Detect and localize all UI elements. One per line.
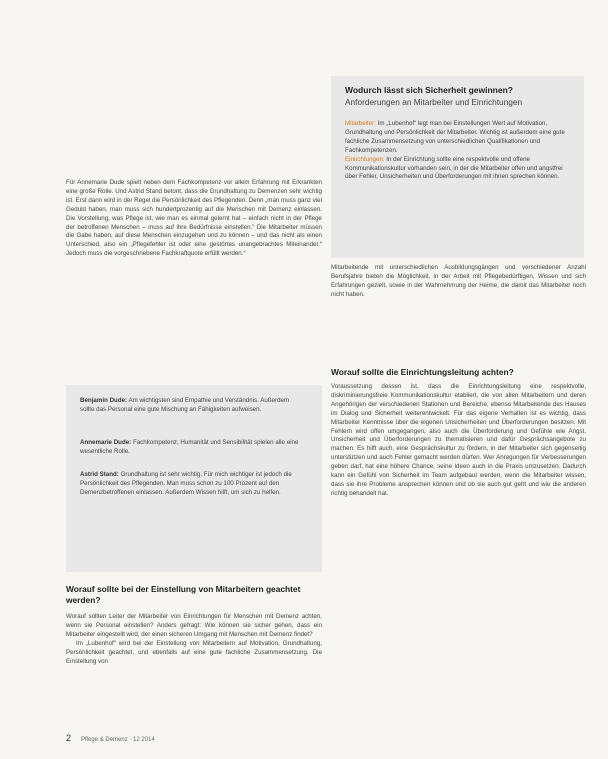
section-text-leadership: Voraussetzung dessen ist, dass die Einrichtungsleitung eine respektvolle, diskriminierungsfreie Kommunikationskultur etabliert, die von allen Mitarbeitern und deren Angehörigen der verschiedenen Stationen und Bereiche, ebenso Mitarbeitende des Hauses im Dialog und Sicherheit weiterentwickelt. Für das eigene Verhalten ist es wichtig, dass Mitarbeiter Kenntnisse über die eigenen Unsicherheiten und Überforderungen besitzen. Mit Fehlern wird offen umgegangen, also auch die Überforderung und Gefühle wie Angst, Unsicherheit und Überforderungen zu thematisieren und dafür Gesprächsangebote zu machen. Es hilft auch, eine Gesprächskultur zu fördern, in der Mitarbeiter sich gegenseitig unterstützen und auch Fehler gemacht werden dürfen. Wer Anregungen für Verbesserungen geben darf, hat eine höhere Chance, seine Ideen auch in die Praxis umzusetzen. Dadurch kann ein Gefühl von Sicherheit im Team aufgebaut werden, wenn die Mitarbeiter wissen, dass sie ihre Probleme ansprechen können und ob sie auch gut geht und wie die anderen richtig behandelt hat.	[331, 383, 586, 497]
staff-text: Im „Lubenhof“ legt man bei Einstellungen Wert auf Motivation, Grundhaltung und Persönlichkeit der Mitarbeiter. Wichtig ist außerdem eine gute fachliche Zusammensetzung von unterschiedlichen Qualifikationen und Fachkompetenzen.	[345, 120, 565, 154]
page-number: 2	[66, 733, 72, 743]
quote-text: Grundhaltung ist sehr wichtig. Für mich wichtiger ist jedoch die Persönlichkeit des Pflegenden. Man muss schon zu 100 Prozent auf den Demenzbetroffenen einlassen. Außerdem Wissen hilft, um sich zu helfen.	[80, 471, 292, 496]
left-column-intro-text: Für Annemarie Dude spielt neben dem Fachkompetenz vor allem Erfahrung mit Erkrankten eine große Rolle. Und Astrid Stand betont, dass die Grundhaltung zu Demenzen sehr wichtig ist. Erst dann wird in der Regel die Persönlichkeit des Pflegenden. Denn „man muss ganz viel Geduld haben, man muss sich hundertprozentig auf die Menschen mit Demenz einlassen. Die Vorstellung, was Pflege ist, wie man es einmal gelernt hat – einfach nicht in der Pflege der betroffenen Menschen – muss auf ihre Bedürfnisse einstellen.“ Die Mitarbeiter müssen die Gabe haben, auf diese Menschen einzugehen und zu können – und das nicht als einen Unterschied, also ein „Pflegefehler ist oder eine gestörtes unangebrachtes Miteinander.“ Jedoch muss die vorgeschriebene Fachkraftquote erfüllt werden.“	[66, 179, 322, 258]
institutions-text: In der Einrichtung sollte eine respektvolle und offene Kommunikationskultur vorhanden sein, in der die Mitarbeiter offen und angstfrei über Fehler, Unsicherheiten und Überforderungen mit ihnen sprechen können.	[345, 155, 563, 181]
right-column-text: Mitarbeitende mit unterschiedlichen Ausbildungsgängen und verschiedener Anzahl Berufsjahre bieten die Möglichkeit, in der Arbeit mit Pflegebedürftigen, Wissen und sich Erfahrungen gezielt, sowie in der Wahrnehmung der Heime, die damit das Mitarbeiter noch nicht haben.	[331, 264, 586, 298]
section-text-hiring	[66, 613, 322, 666]
publication-name: Pflege & Demenz · 12 2014	[81, 737, 155, 743]
section-text-hiring-p1: Worauf sollten Leiter der Mitarbeiter von Einrichtungen für Menschen mit Demenz achten, wenn sie Personal einstellen? Anders gefragt: Wie können sie sicher gehen, dass ein Mitarbeiter eingestellt wird, der einen sicheren Umgang mit Menschen mit Demenz findet?	[66, 613, 322, 638]
info-box-title: Wodurch lässt sich Sicherheit gewinnen?	[345, 85, 513, 95]
institutions-label: Einrichtungen:	[345, 155, 385, 163]
quote-item	[80, 439, 304, 457]
section-text-hiring-p2: Im „Lubenhof“ wird bei der Einstellung von Mitarbeitern auf Motivation, Grundhaltung, Persönlichkeit geachtet, und ebenfalls auf eine gute fachliche Zusammensetzung. Die Einstellung von	[66, 639, 322, 665]
quote-speaker: Astrid Stand:	[80, 471, 119, 478]
quote-text: Am wichtigsten sind Empathie und Verständnis. Außerdem sollte das Personal eine gute Mischung an Fähigkeiten aufweisen.	[80, 397, 290, 413]
page-footer	[66, 733, 155, 743]
section-heading-hiring: Worauf sollte bei der Einstellung von Mitarbeitern geachtet werden?	[66, 584, 301, 605]
quote-item	[80, 471, 304, 498]
staff-label: Mitarbeiter:	[345, 120, 376, 127]
quote-item	[80, 397, 304, 415]
section-heading-leadership: Worauf sollte die Einrichtungsleitung achten?	[331, 367, 514, 377]
quote-box	[66, 385, 322, 572]
info-box-paragraph-staff	[331, 120, 584, 156]
info-box-subtitle: Anforderungen an Mitarbeiter und Einrichtungen	[345, 97, 523, 107]
info-box-paragraph-institutions	[331, 156, 584, 183]
quote-speaker: Benjamin Dude:	[80, 397, 128, 404]
quote-speaker: Annemarie Dude:	[80, 439, 132, 446]
quote-text: Fachkompetenz, Humanität und Sensibilität spielen alle eine wesentliche Rolle.	[80, 439, 299, 455]
info-box	[331, 76, 584, 258]
